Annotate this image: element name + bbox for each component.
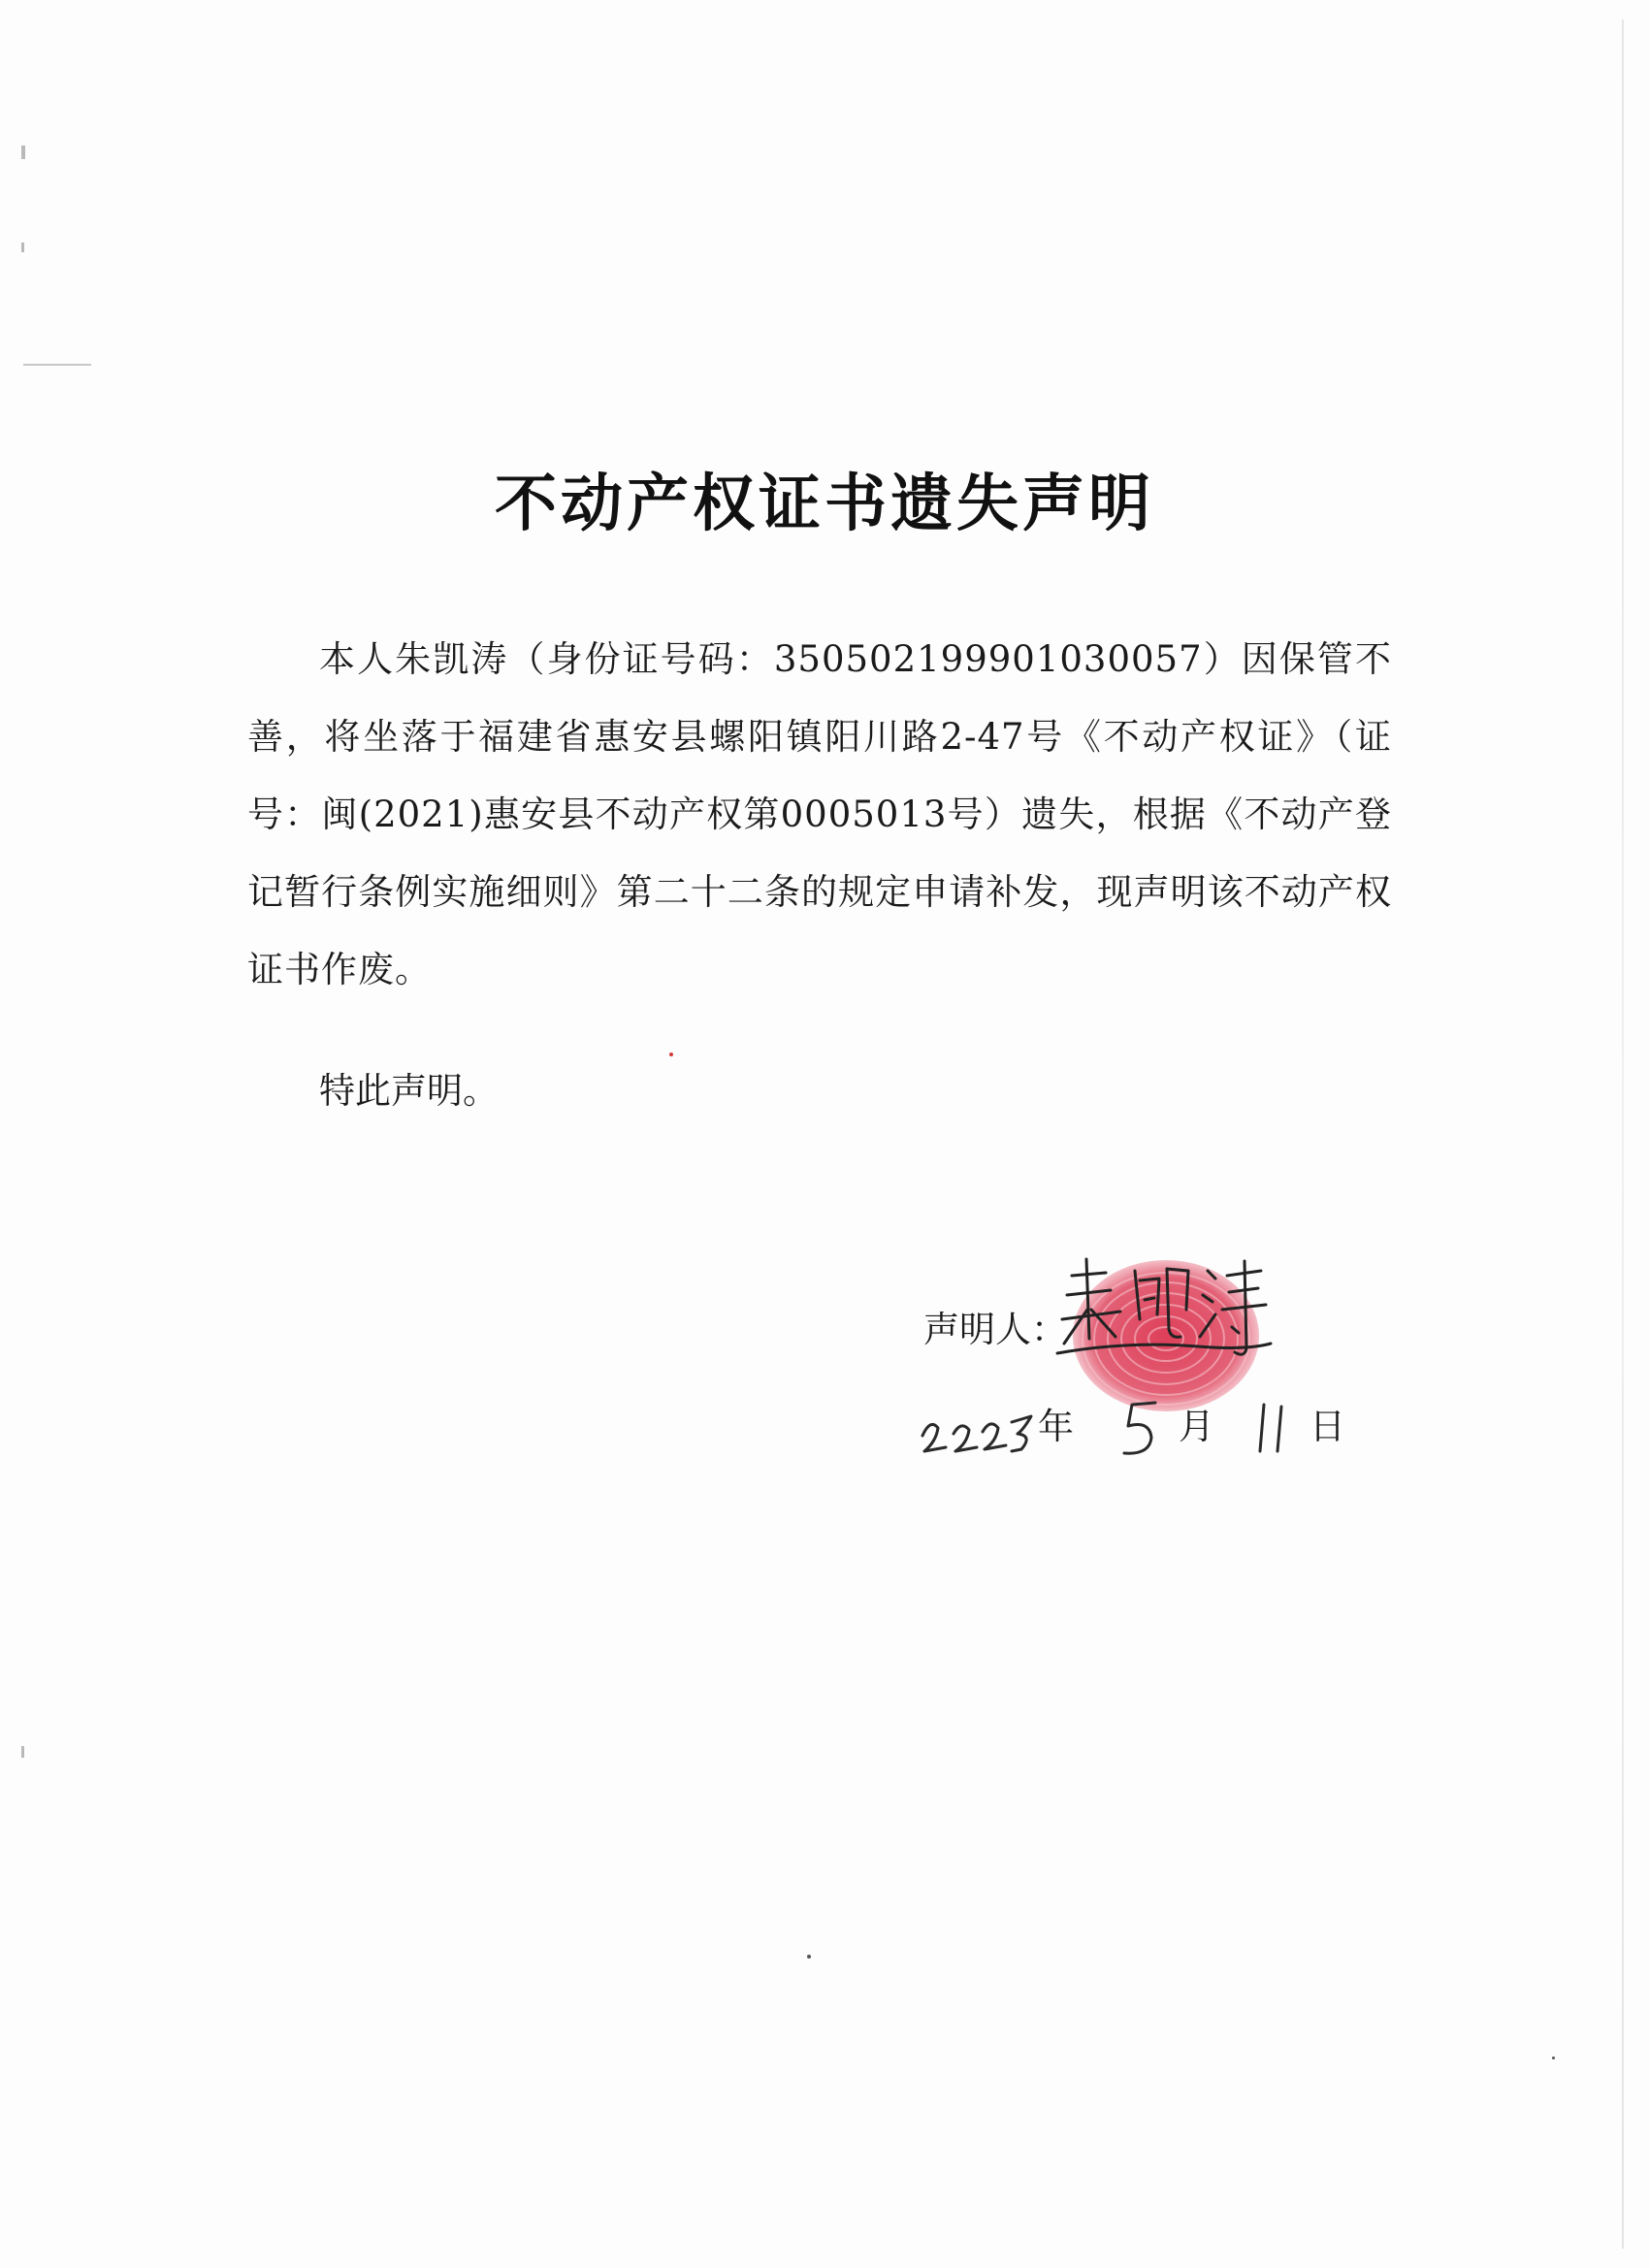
declarant-label: 声明人： [923,1309,1067,1350]
declaration-paragraph: 本人朱凯涛（身份证号码：350502199901030057）因保管不善，将坐落于福建省惠安县螺阳镇阳川路2-47号《不动产权证》（证号：闽(2021)惠安县不动产权第0005013号）遗失，根据《不动产登记暂行条例实施细则》第二十二条的规定申请补发，现声明该不动产权证书作废。 [247,638,1392,990]
declaration-date [917,1368,1382,1474]
handwritten-day [1246,1387,1305,1465]
year-unit: 年 [1038,1406,1074,1447]
document-title: 不动产权证书遗失声明 [495,468,1154,540]
handwritten-year [917,1387,1043,1465]
day-unit: 日 [1310,1406,1345,1447]
scan-mark [21,243,24,252]
handwritten-month [1111,1387,1169,1465]
closing-statement: 特此声明。 [319,1070,499,1112]
scan-mark [21,146,25,159]
month-unit: 月 [1179,1406,1214,1447]
handwritten-signature [1052,1251,1276,1377]
scan-mark [21,1746,24,1758]
declaration-body [247,621,1392,1009]
ink-speck [669,1053,673,1056]
scan-dot [807,1955,811,1959]
scan-mark [23,364,91,366]
scan-dot [1552,2057,1555,2059]
page-edge-shadow [1622,19,1624,2249]
